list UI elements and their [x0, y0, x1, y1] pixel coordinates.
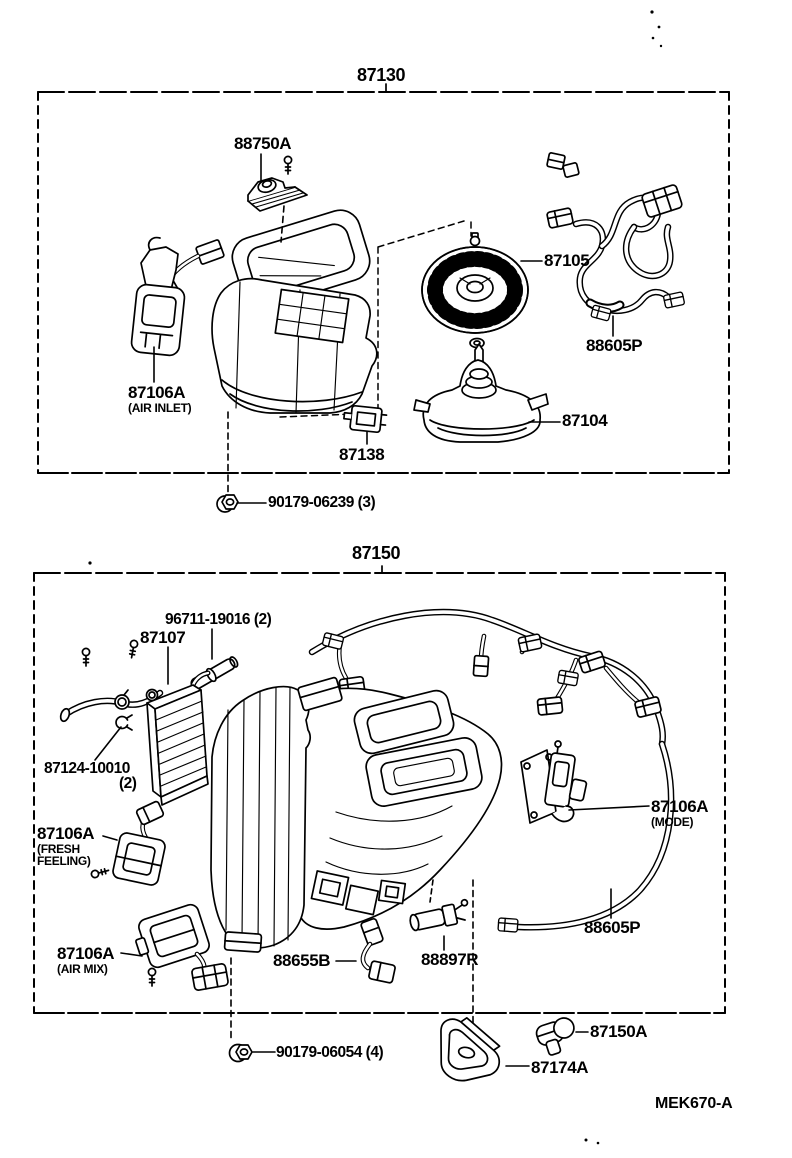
part-number: 87106A [57, 944, 115, 963]
mount-nut-90179-06239-drawing [217, 495, 238, 512]
part-number: 87106A [128, 383, 186, 402]
part-label-87106a-mode [651, 798, 708, 828]
part-number: 87106A [37, 824, 95, 843]
part-label-87150a: 87150A [590, 1022, 648, 1041]
part-label-87106a-air-inlet [128, 384, 191, 414]
part-label-87104: 87104 [562, 411, 608, 430]
clip-87150a-drawing [534, 1015, 580, 1057]
part-label-88897r: 88897R [421, 950, 479, 969]
fresh-servo-drawing [91, 801, 167, 887]
part-label-87174a: 87174A [531, 1058, 589, 1077]
resistor-87138-drawing [343, 405, 387, 433]
blower-motor-drawing [414, 344, 548, 442]
blower-harness-drawing [547, 152, 685, 321]
part-label-96711-19016: 96711-19016 (2) [165, 611, 272, 628]
part-label-88605p-unit: 88605P [584, 918, 641, 937]
heater-unit-drawing [211, 677, 502, 952]
heater-hose-drawing [59, 640, 160, 730]
assembly-label-87150: 87150 [352, 543, 401, 563]
part-label-87124-qty: (2) [119, 775, 137, 792]
part-note: (AIR INLET) [128, 400, 192, 415]
part-label-88655b: 88655B [273, 951, 331, 970]
part-label-87138: 87138 [339, 445, 385, 464]
assembly-label-87130: 87130 [357, 65, 406, 85]
part-note: (FRESH [37, 841, 80, 856]
part-note: FEELING) [37, 853, 91, 868]
sensor-88897r-drawing [408, 899, 471, 933]
wire-88655b-drawing [360, 918, 395, 983]
part-label-90179-06054: 90179-06054 (4) [276, 1044, 384, 1061]
clamp-87124-drawing [116, 715, 132, 730]
drawing-code: MEK670-A [655, 1095, 733, 1112]
part-label-87106a-air-mix [57, 945, 114, 975]
part-label-87124-10010: 87124-10010 [44, 760, 130, 777]
air-inlet-servo-drawing [131, 238, 186, 357]
part-label-87107: 87107 [140, 628, 186, 647]
mount-nut-90179-06054-drawing [230, 1045, 253, 1062]
mode-servo-drawing [521, 741, 587, 823]
part-note: (MODE) [651, 814, 694, 829]
bracket-87174a-drawing [425, 1010, 511, 1092]
part-label-90179-06239: 90179-06239 (3) [268, 494, 376, 511]
part-note: (AIR MIX) [57, 961, 108, 976]
blower-fan-drawing [422, 233, 528, 348]
air-mix-servo-drawing [130, 903, 229, 991]
part-label-87106a-fresh [37, 825, 94, 867]
part-number: 87106A [651, 797, 709, 816]
part-label-87105: 87105 [544, 251, 590, 270]
grommet-screw-icon [284, 156, 291, 174]
grommet-88750a-drawing [248, 178, 307, 211]
part-label-88750a: 88750A [234, 134, 292, 153]
part-label-88605p-blower: 88605P [586, 336, 643, 355]
